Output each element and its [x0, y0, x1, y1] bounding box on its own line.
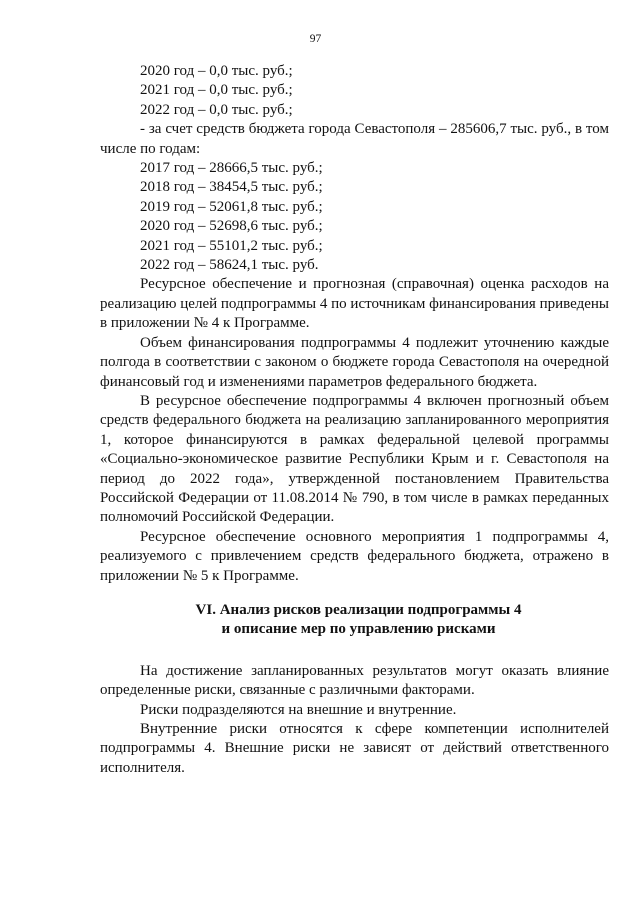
year-line: 2020 год – 0,0 тыс. руб.;	[140, 63, 293, 79]
paragraph: Риски подразделяются на внешние и внутренние.	[140, 701, 457, 718]
section-heading	[100, 601, 609, 640]
section-heading-line2: и описание мер по управлению рисками	[221, 621, 496, 638]
paragraph: На достижение запланированных результатов могут оказать влияние определенные риски, связанные с различными факторами.	[100, 662, 609, 699]
year-line: 2022 год – 58624,1 тыс. руб.	[140, 257, 319, 274]
page-body	[100, 62, 609, 778]
year-line: 2021 год – 0,0 тыс. руб.;	[140, 82, 293, 99]
year-line: 2021 год – 55101,2 тыс. руб.;	[140, 237, 323, 254]
paragraph: Объем финансирования подпрограммы 4 подлежит уточнению каждые полгода в соответствии с законом о бюджете города Севастополя на очередной финансовый год и изменениями параметров федерального бюджета.	[100, 334, 609, 390]
paragraph: Внутренние риски относятся к сфере компетенции исполнителей подпрограммы 4. Внешние риски не зависят от действий ответственного исполнителя.	[100, 721, 609, 776]
city-budget-intro: - за счет средств бюджета города Севастополя – 285606,7 тыс. руб., в том числе по годам:	[100, 121, 609, 157]
section-heading-line1: VI. Анализ рисков реализации подпрограммы 4	[195, 601, 522, 618]
year-line: 2020 год – 52698,6 тыс. руб.;	[140, 218, 323, 235]
paragraph: Ресурсное обеспечение основного мероприятия 1 подпрограммы 4, реализуемого с привлечением средств федерального бюджета, отражено в приложении № 5 к Программе.	[100, 528, 609, 584]
federal-years-list	[100, 62, 609, 120]
year-line: 2018 год – 38454,5 тыс. руб.;	[140, 179, 323, 196]
paragraph: Ресурсное обеспечение и прогнозная (справочная) оценка расходов на реализацию целей подпрограммы 4 по источникам финансирования приведены в приложении № 4 к Программе.	[100, 276, 609, 332]
year-line: 2022 год – 0,0 тыс. руб.;	[140, 101, 293, 118]
page-number: 97	[309, 33, 322, 45]
paragraph: В ресурсное обеспечение подпрограммы 4 включен прогнозный объем средств федерального бюджета на реализацию запланированного мероприятия 1, которое финансируются в рамках федеральной целевой программы «Социально-экономическое развитие Республики Крым и г. Севастополя на период до 2022 года», утвержденной постановлением Правительства Российской Федерации от 11.08.2014 № 790, в том числе в рамках переданных полномочий Российской Федерации.	[100, 392, 609, 526]
year-line: 2019 год – 52061,8 тыс. руб.;	[140, 198, 323, 215]
year-line: 2017 год – 28666,5 тыс. руб.;	[140, 160, 323, 177]
city-years-list	[100, 159, 609, 275]
